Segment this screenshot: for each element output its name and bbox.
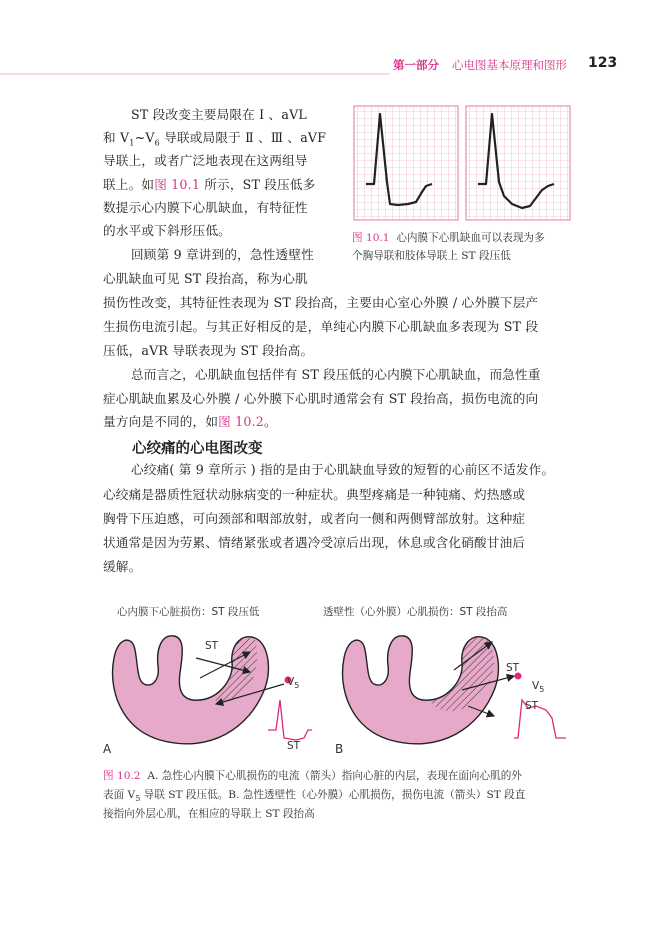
ecg-strip-left [354,106,458,220]
text-line: 的水平或下斜形压低。 [103,223,231,238]
st-label-b-top: ST [506,662,520,674]
ecg-strips-image [350,104,576,224]
caption-number: 图 10.1 [352,232,390,244]
st-label-a-bottom: ST [287,740,301,752]
figure-10-1 [350,104,576,228]
text-line: 回顾第 9 章讲到的，急性透壁性 [131,247,314,262]
st-label-b-bottom: ST [525,700,539,712]
text-line: 压低，aVR 导联表现为 ST 段抬高。 [103,343,314,358]
section-title: 心绞痛的心电图改变 [132,441,263,457]
figure-10-2-link[interactable]: 图 10.2 [218,414,264,429]
figure-b-title: 透壁性（心外膜）心肌损伤：ST 段抬高 [323,606,508,618]
page-number: 123 [588,55,618,71]
text-line: 缓解。 [103,559,142,574]
text-line: 损伤性改变，其特征性表现为 ST 段抬高，主要由心室心外膜 / 心外膜下层产 [103,295,539,310]
st-label-a-top: ST [205,640,219,652]
figure-10-1-link[interactable]: 图 10.1 [154,177,201,192]
text-line: 生损伤电流引起。与其正好相反的是，单纯心内膜下心肌缺血多表现为 ST 段 [103,319,539,334]
v5-label-a: $V_5$ [287,676,300,691]
text-line: 心绞痛是器质性冠状动脉病变的一种症状。典型疼痛是一种钝痛、灼热感或 [103,487,526,502]
text-line: 心肌缺血可见 ST 段抬高，称为心肌 [103,271,308,286]
header-part: 第一部分 [393,58,439,72]
text-line: 状通常是因为劳累、情绪紧张或者遇冷受凉后出现，休息或含化硝酸甘油后 [103,535,526,550]
text-line: 量方向是不同的，如图 10.2。 [103,414,277,429]
panel-label-a: A [103,742,112,756]
caption-line: 个胸导联和肢体导联上 ST 段压低 [352,250,511,262]
caption-number: 图 10.2 [103,770,141,782]
panel-label-b: B [335,742,344,756]
text-line: 总而言之，心肌缺血包括伴有 ST 段压低的心内膜下心肌缺血，而急性重 [131,367,541,382]
caption-line: 接指向外层心肌，在相应的导联上 ST 段抬高 [103,808,315,820]
text-line: 心绞痛( 第 9 章所示 ) 指的是由于心肌缺血导致的短暂的心前区不适发作。 [131,462,555,477]
text-line: 数提示心内膜下心肌缺血，有特征性 [103,200,308,215]
heart-a [113,636,312,744]
text-line: 胸骨下压迫感，可向颈部和咽部放射，或者向一侧和两侧臂部放射。这种症 [103,511,526,526]
caption-line: 表面 $V_5$ 导联 ST 段压低。B. 急性透壁性（心外膜）心肌损伤，损伤电流（箭头）ST 段直 [103,789,526,804]
text-line: 症心肌缺血累及心外膜 / 心外膜下心肌时通常会有 ST 段抬高，损伤电流的向 [103,391,539,406]
ecg-strip-right [466,106,570,220]
text-line: 和 $V_1\sim V_6$ 导联或局限于 Ⅱ 、Ⅲ 、aVF [103,130,327,148]
text-line: 导联上，或者广泛地表现在这两组导 [103,153,308,168]
text-line: ST 段改变主要局限在 Ⅰ 、aVL [131,107,307,122]
header-title: 心电图基本原理和图形 [452,58,567,72]
v5-label-b: $V_5$ [532,680,545,695]
figure-a-title: 心内膜下心脏损伤：ST 段压低 [117,606,260,618]
text-line: 联上。如图 10.1 所示，ST 段压低多 [103,177,316,192]
heart-injury-diagram [100,618,580,758]
caption-line: 图 10.2 A. 急性心内膜下心肌损伤的电流（箭头）指向心脏的内层，表现在面向心肌的外 [103,770,522,782]
caption-line: 图 10.1 心内膜下心肌缺血可以表现为多 [352,232,545,244]
